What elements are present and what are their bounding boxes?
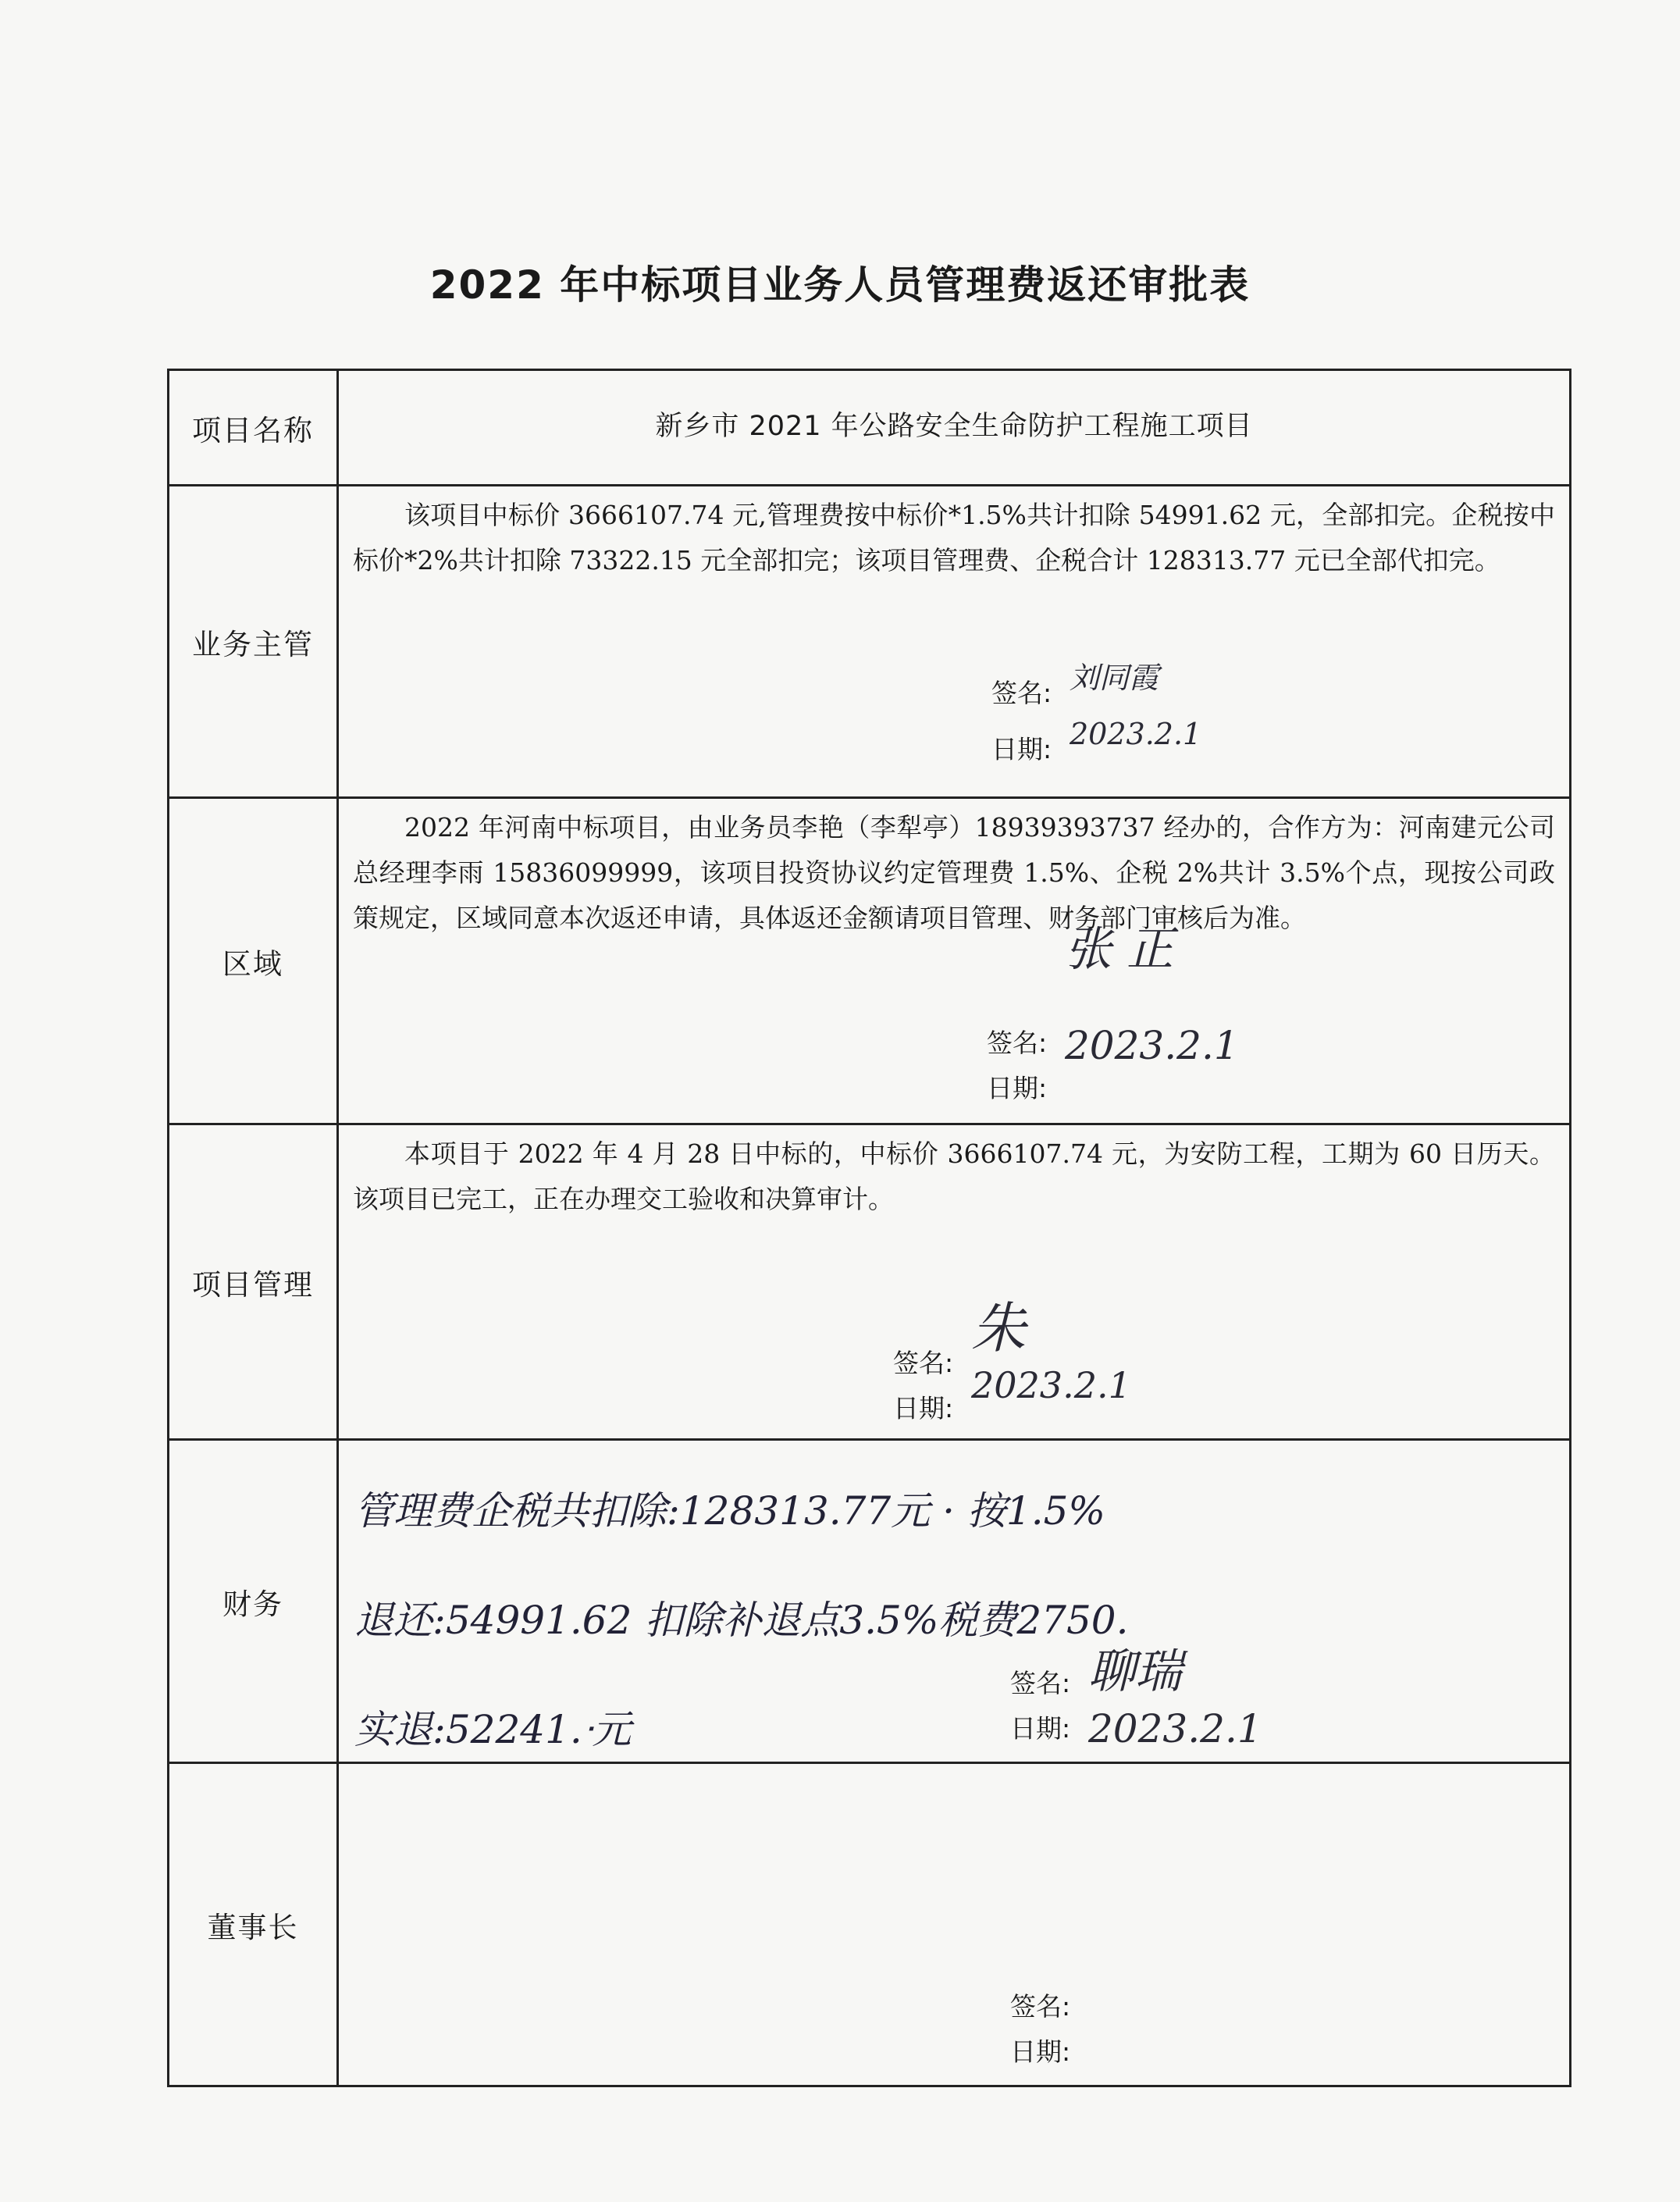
finance-sign-label: 签名:: [1010, 1668, 1071, 1698]
row-project-name: [169, 370, 1571, 486]
page-title: 2022 年中标项目业务人员管理费返还审批表: [429, 262, 1251, 308]
label-business: 业务主管: [169, 486, 338, 798]
row-finance: [169, 1440, 1571, 1763]
cell-finance: [338, 1440, 1571, 1763]
chairman-signature-block: [1010, 1984, 1070, 2075]
business-date: 2023.2.1: [1070, 717, 1202, 751]
label-chairman: 董事长: [169, 1763, 338, 2086]
cell-project-name: [338, 370, 1571, 486]
finance-note-line-1: 管理费企税共扣除:128313.77元 · 按1.5%: [354, 1488, 1105, 1534]
row-business: [169, 486, 1571, 798]
project-management-date-label: 日期:: [893, 1393, 954, 1423]
business-sign-label: 签名:: [991, 678, 1052, 708]
finance-date-label: 日期:: [1010, 1713, 1071, 1744]
project-management-date: 2023.2.1: [971, 1364, 1131, 1406]
project-management-signature-block: [893, 1296, 1131, 1431]
cell-business: [338, 486, 1571, 798]
finance-note-line-2: 退还:54991.62 扣除补退点3.5%税费2750.: [354, 1598, 1129, 1643]
region-date: 2023.2.1: [1065, 1023, 1239, 1068]
chairman-date-label: 日期:: [1010, 2036, 1071, 2067]
cell-project-management: [338, 1124, 1571, 1440]
row-project-management: [169, 1124, 1571, 1440]
region-sign-label: 签名:: [987, 1028, 1048, 1058]
cell-region: [338, 798, 1571, 1124]
row-region: [169, 798, 1571, 1124]
region-text: 2022 年河南中标项目，由业务员李艳（李犁亭）18939393737 经办的，合作方为：河南建元公司总经理李雨 15836099999，该项目投资协议约定管理费 1.5%、企税 2%共计 3.5%个点，现按公司政策规定，区域同意本次返还申请，具体返还金额请项目管理、财务部门审核后为准。: [353, 812, 1555, 933]
business-signature-block: [991, 661, 1202, 772]
region-signature: 张 正: [1065, 922, 1174, 977]
row-chairman: [169, 1763, 1571, 2086]
finance-signature: 聊瑞: [1088, 1644, 1182, 1699]
finance-handwritten-note: [354, 1456, 1525, 1784]
label-finance: 财务: [169, 1440, 338, 1763]
label-project-management: 项目管理: [169, 1124, 338, 1440]
project-management-signature: 朱: [971, 1296, 1026, 1360]
label-project-name: 项目名称: [169, 370, 338, 486]
approval-form: [167, 369, 1571, 2087]
project-management-text: 本项目于 2022 年 4 月 28 日中标的，中标价 3666107.74 元，为安防工程，工期为 60 日历天。该项目已完工，正在办理交工验收和决算审计。: [353, 1138, 1555, 1214]
business-date-label: 日期:: [991, 734, 1052, 764]
finance-date: 2023.2.1: [1088, 1706, 1262, 1751]
region-signature-block: [987, 922, 1239, 1111]
region-date-label: 日期:: [987, 1073, 1048, 1103]
project-name-value: 新乡市 2021 年公路安全生命防护工程施工项目: [655, 411, 1253, 442]
business-signature: 刘同霞: [1070, 661, 1159, 695]
cell-chairman: [338, 1763, 1571, 2086]
label-region: 区域: [169, 798, 338, 1124]
business-text: 该项目中标价 3666107.74 元,管理费按中标价*1.5%共计扣除 54991.62 元，全部扣完。企税按中标价*2%共计扣除 73322.15 元全部扣完；该项目管理费、企税合计 128313.77 元已全部代扣完。: [353, 500, 1555, 575]
chairman-sign-label: 签名:: [1010, 1991, 1071, 2022]
project-management-sign-label: 签名:: [893, 1348, 954, 1378]
finance-signature-block: [1010, 1644, 1262, 1751]
finance-note-line-3: 实退:52241.ᐧ元: [354, 1707, 632, 1752]
